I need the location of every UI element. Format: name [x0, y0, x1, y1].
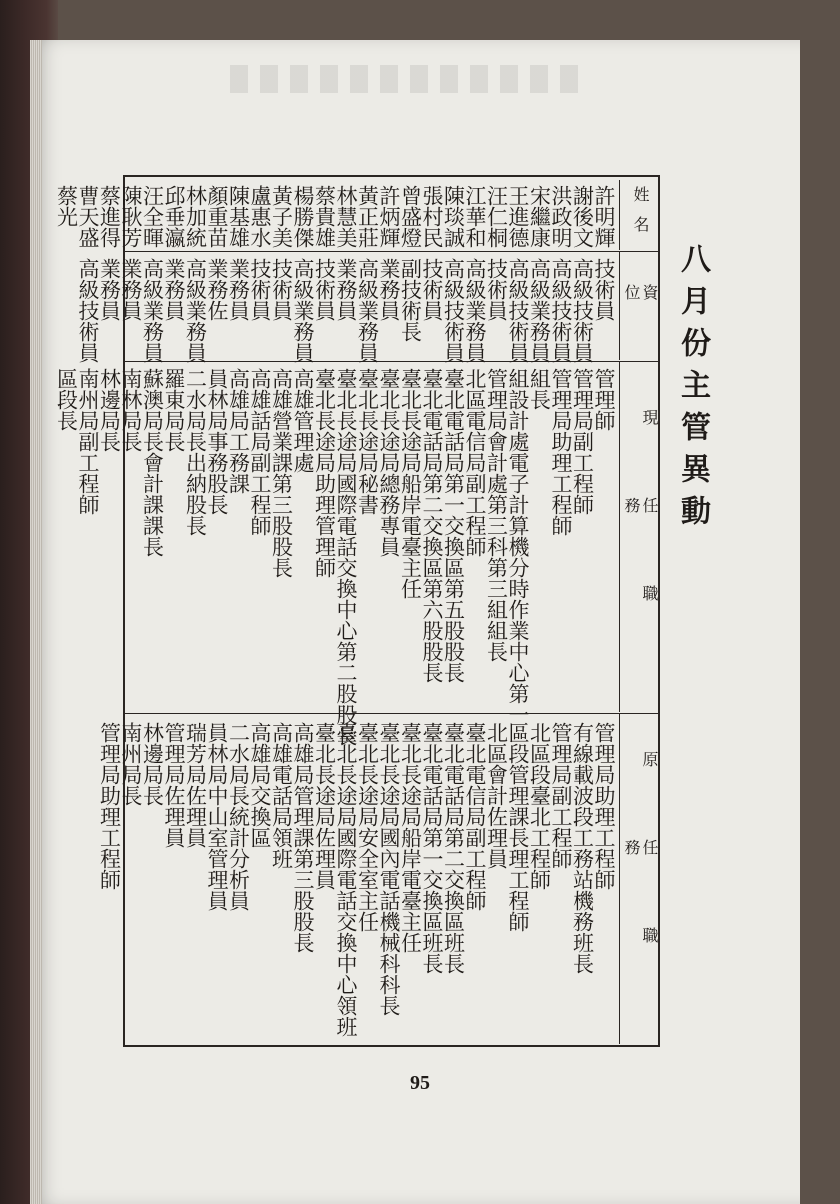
- page-stack-edge: [30, 40, 42, 1204]
- former-duty-entry: 臺北長途局佐理員: [312, 722, 337, 890]
- person-name: 汪全暉: [140, 185, 165, 248]
- current-duty-entry: 臺北電話局第一交換區第五股股長: [441, 368, 466, 683]
- person-name: 林慧美: [334, 185, 358, 248]
- divider-3: [123, 713, 660, 714]
- former-duty-entry: 管理局助理工程師: [592, 722, 616, 890]
- person-name: 陳基雄: [226, 185, 251, 248]
- current-duty-entry: 林邊局長: [97, 368, 122, 452]
- bleed-through-text: [230, 65, 590, 93]
- current-duty-entry: 員林局事務股長: [205, 368, 229, 515]
- qualification-entry: 高級業務員: [140, 258, 165, 363]
- person-name: 黃子美: [269, 185, 294, 248]
- current-duty-entry: 管理局會計處第三科第三組組長: [484, 368, 509, 662]
- person-name: 蔡進得: [97, 185, 122, 248]
- current-duty-entry: 臺北電話局第二交換區第六股股長: [420, 368, 444, 683]
- qualification-entry: 業務員: [97, 258, 122, 321]
- person-name: 王進德: [506, 185, 530, 248]
- qualification-entry: 技術員: [248, 258, 272, 321]
- header-qualification: 資位: [619, 252, 660, 360]
- person-name: 蔡貴雄: [312, 185, 337, 248]
- person-name: 邱垂瀛: [162, 185, 186, 248]
- qualification-entry: 業務員: [377, 258, 401, 321]
- former-duty-entry: 臺北電話局第二交換區班長: [441, 722, 466, 974]
- qualification-entry: 高級業務員: [463, 258, 487, 363]
- current-duty-entry: 臺北長途局秘書: [355, 368, 380, 515]
- former-duty-entry: 員林局中山室管理員: [205, 722, 229, 911]
- names-section: [54, 185, 616, 249]
- qualification-entry: 技術員: [420, 258, 444, 321]
- qualifications-section: [76, 258, 616, 363]
- person-name: 陳耿芳: [119, 185, 143, 248]
- current-duty-entry: 北區電信局副工程師: [463, 368, 487, 557]
- former-duty-entry: 區段管理課長理工程師: [506, 722, 530, 932]
- header-current-duty: 現任職務: [619, 362, 660, 712]
- qualification-entry: 技術員: [592, 258, 616, 321]
- current-duty-entry: 組長: [527, 368, 552, 410]
- current-duty-entry: 臺北長途局助理管理師: [312, 368, 337, 578]
- qualification-entry: 業務員: [162, 258, 186, 321]
- current-duty-entry: 羅東局長: [162, 368, 186, 452]
- current-duty-entry: 臺北長途局國際電話交換中心第二股股長: [334, 368, 358, 746]
- current-duties-section: [54, 368, 616, 746]
- person-name: 許明輝: [592, 185, 616, 248]
- qualification-entry: 高級技術員: [441, 258, 466, 363]
- current-duty-entry: 區段長: [54, 368, 79, 431]
- person-name: 楊勝傑: [291, 185, 315, 248]
- current-duty-entry: 高雄營業課第三股股長: [269, 368, 294, 578]
- former-duties-section: [97, 722, 616, 1040]
- person-name: 宋繼康: [527, 185, 552, 248]
- current-duty-entry: 蘇澳局長會計課課長: [140, 368, 165, 557]
- current-duty-entry: 臺北長途局總務專員: [377, 368, 401, 557]
- former-duty-entry: 北區段臺北工程師: [527, 722, 552, 890]
- current-duty-entry: 組設計處電子計算機分時作業中心第一: [506, 368, 530, 725]
- qualification-entry: 高級技術員: [506, 258, 530, 363]
- divider-1: [123, 251, 660, 252]
- qualification-entry: 高級業務員: [291, 258, 315, 363]
- header-name: 姓名: [619, 180, 660, 250]
- former-duty-entry: 管理局副工程師: [549, 722, 573, 869]
- person-name: 汪仁桐: [484, 185, 509, 248]
- qualification-entry: 技術員: [484, 258, 509, 321]
- person-name: 陳琰誠: [441, 185, 466, 248]
- person-name: 張村民: [420, 185, 444, 248]
- former-duty-entry: 管理局佐理員: [162, 722, 186, 848]
- person-name: 江華和: [463, 185, 487, 248]
- former-duty-entry: 有線載波段工務站機務班長: [570, 722, 595, 974]
- current-duty-entry: 南州局副工程師: [76, 368, 100, 515]
- person-name: 洪政明: [549, 185, 573, 248]
- former-duty-entry: 高雄局管理課第三股股長: [291, 722, 315, 953]
- former-duty-entry: 臺北長途局船岸電臺主任: [398, 722, 423, 953]
- former-duty-entry: 南州局長: [119, 722, 143, 806]
- former-duty-entry: 臺北電信局副工程師: [463, 722, 487, 911]
- person-name: 蔡光: [54, 185, 79, 227]
- current-duty-entry: 管理局助理工程師: [549, 368, 573, 536]
- former-duty-entry: 北區會計佐理員: [484, 722, 509, 869]
- qualification-entry: 高級業務員: [183, 258, 208, 363]
- former-duty-entry: 高雄電話局領班: [269, 722, 294, 869]
- former-duty-entry: 臺北長途局國際電話交換中心領班: [334, 722, 358, 1037]
- former-duty-entry: 林邊局長: [140, 722, 165, 806]
- current-duty-entry: 高雄管理處: [291, 368, 315, 473]
- qualification-entry: 技術員: [312, 258, 337, 321]
- qualification-entry: 技術員: [269, 258, 294, 321]
- current-duty-entry: 管理師: [592, 368, 616, 431]
- former-duty-entry: 臺北長途局安全室主任: [355, 722, 380, 932]
- qualification-entry: 副技術長: [398, 258, 423, 342]
- qualification-entry: 高級技術員: [76, 258, 100, 363]
- person-name: 許炳輝: [377, 185, 401, 248]
- former-duty-entry: 管理局助理工程師: [97, 722, 122, 890]
- header-former-duty: 原任職務: [619, 714, 660, 1044]
- qualification-entry: 高級技術員: [549, 258, 573, 363]
- person-name: 曾盛燈: [398, 185, 423, 248]
- person-name: 黃正莊: [355, 185, 380, 248]
- qualification-entry: 業務員: [119, 258, 143, 321]
- former-duty-entry: 臺北長途局國內電話機械科科長: [377, 722, 401, 1016]
- person-name: 曹天盛: [76, 185, 100, 248]
- page-number: 95: [410, 1072, 430, 1094]
- person-name: 盧惠水: [248, 185, 272, 248]
- qualification-entry: 業務員: [226, 258, 251, 321]
- current-duty-entry: 高雄局工務課: [226, 368, 251, 494]
- current-duty-entry: 二水局長出納股長: [183, 368, 208, 536]
- qualification-entry: 高級技術員: [570, 258, 595, 363]
- current-duty-entry: 管理局副工程師: [570, 368, 595, 515]
- person-name: 顏重苗: [205, 185, 229, 248]
- former-duty-entry: 瑞芳局佐理員: [183, 722, 208, 848]
- person-name: 林加統: [183, 185, 208, 248]
- former-duty-entry: 高雄局交換區: [248, 722, 272, 848]
- current-duty-entry: 臺北長途局船岸電臺主任: [398, 368, 423, 599]
- qualification-entry: 高級業務員: [527, 258, 552, 363]
- qualification-entry: 高級業務員: [355, 258, 380, 363]
- former-duty-entry: 二水局長統計分析員: [226, 722, 251, 911]
- current-duty-entry: 南林局長: [119, 368, 143, 452]
- qualification-entry: 業務佐: [205, 258, 229, 321]
- page-title: 八月份主管異動: [675, 243, 710, 537]
- current-duty-entry: 高雄話局副工程師: [248, 368, 272, 536]
- qualification-entry: 業務員: [334, 258, 358, 321]
- person-name: 謝後文: [570, 185, 595, 248]
- former-duty-entry: 臺北電話局第一交換區班長: [420, 722, 444, 974]
